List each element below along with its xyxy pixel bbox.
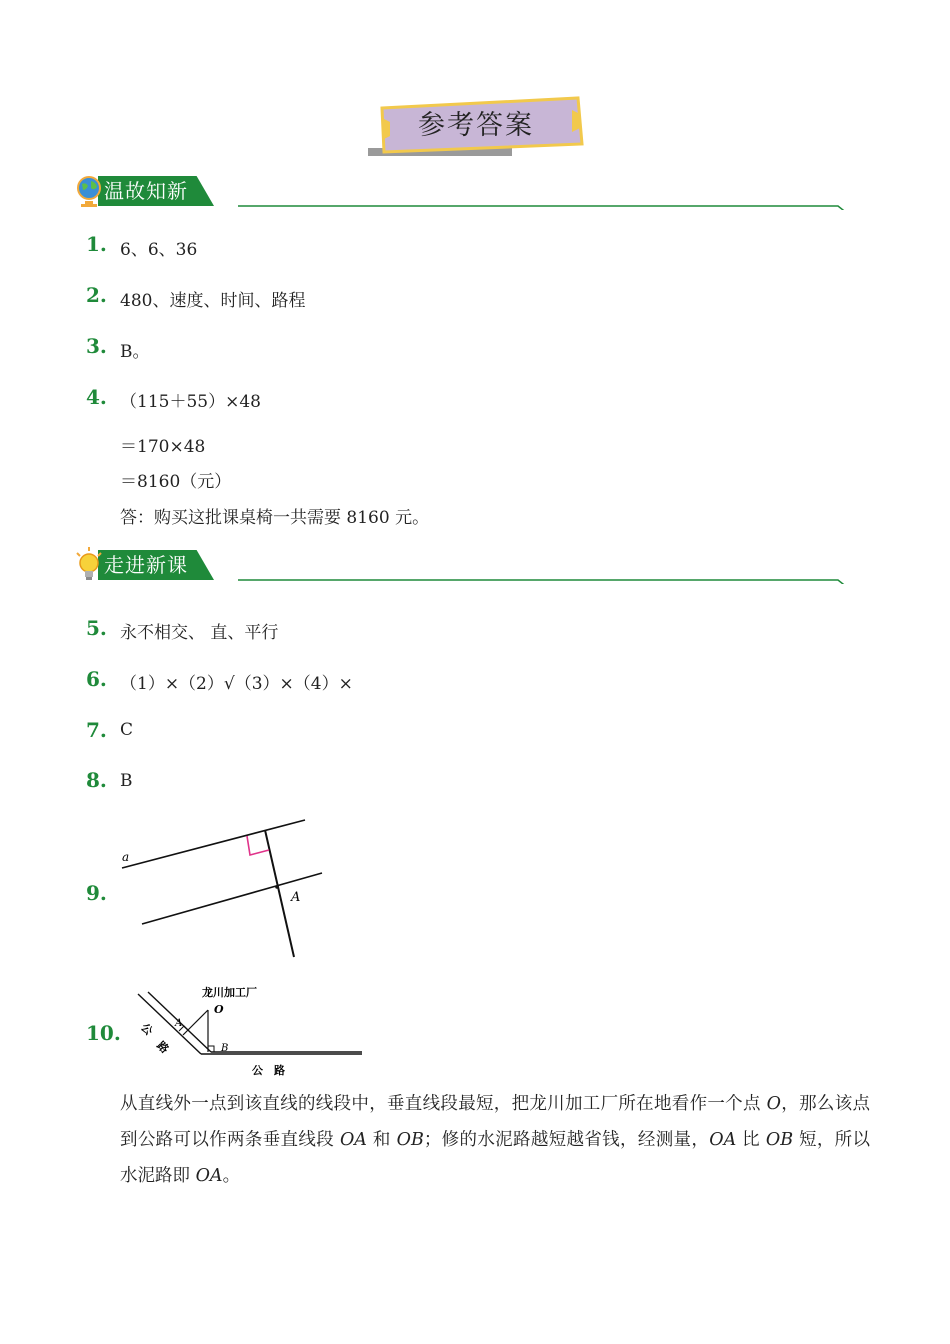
question-number: 5. xyxy=(86,616,107,640)
answer-text: B。 xyxy=(120,342,150,362)
road-label-diagonal-1: 公 xyxy=(138,1020,156,1038)
line-a-label: a xyxy=(122,850,130,864)
road-label-diagonal-2: 路 xyxy=(154,1038,172,1056)
answer-text: 6、6、36 xyxy=(120,240,198,260)
section-header-review xyxy=(72,172,862,212)
question-number: 8. xyxy=(86,768,107,792)
point-a-label: A xyxy=(291,890,301,905)
section-title: 温故知新 xyxy=(104,179,188,203)
factory-label: 龙川加工厂 xyxy=(202,986,257,999)
explanation-paragraph: 从直线外一点到该直线的线段中，垂直线段最短，把龙川加工厂所在地看作一个点 O，那么该点到公路可以作两条垂直线段 OA 和 OB；修的水泥路越短越省钱，经测量，OA 比 OB 短，所以水泥路即 OA。 xyxy=(120,1094,870,1186)
road-label-horizontal: 公 路 xyxy=(252,1064,285,1077)
question-number: 4. xyxy=(86,385,107,409)
title-banner xyxy=(368,96,584,160)
section-divider xyxy=(238,196,850,210)
point-b-label: B xyxy=(221,1043,229,1054)
segment-oa xyxy=(183,1010,208,1035)
answer-text: B xyxy=(120,771,133,791)
answer-statement: 答：购买这批课桌椅一共需要 8160 元。 xyxy=(120,508,430,528)
question-number: 3. xyxy=(86,334,107,358)
question-number: 9. xyxy=(86,881,107,905)
page-title: 参考答案 xyxy=(418,110,534,141)
perpendicular-diagram xyxy=(110,812,350,962)
section-divider xyxy=(238,570,850,584)
point-a-dot xyxy=(275,885,279,889)
calc-step: ＝170×48 xyxy=(120,437,206,457)
road-diagram xyxy=(128,980,368,1080)
point-a-label: A xyxy=(175,1018,183,1029)
question-number: 10. xyxy=(86,1021,121,1045)
section-header-new-lesson xyxy=(72,546,862,586)
answer-text: （115＋55）×48 xyxy=(120,392,261,412)
lightbulb-icon xyxy=(72,546,106,584)
perpendicular-line xyxy=(265,830,294,957)
globe-icon xyxy=(72,172,106,210)
question-number: 7. xyxy=(86,718,107,742)
line-a xyxy=(122,820,305,868)
right-angle-mark xyxy=(247,836,269,855)
answer-text: 永不相交、 直、平行 xyxy=(120,623,279,643)
answer-text: C xyxy=(120,720,134,740)
answer-text: 480、速度、时间、路程 xyxy=(120,291,306,311)
calc-step: ＝8160（元） xyxy=(120,472,232,492)
section-title: 走进新课 xyxy=(104,553,188,577)
point-o-label: O xyxy=(214,1003,224,1016)
question-number: 6. xyxy=(86,667,107,691)
answer-text: （1）×（2）√（3）×（4）× xyxy=(120,674,353,694)
question-number: 2. xyxy=(86,283,107,307)
question-number: 1. xyxy=(86,232,107,256)
